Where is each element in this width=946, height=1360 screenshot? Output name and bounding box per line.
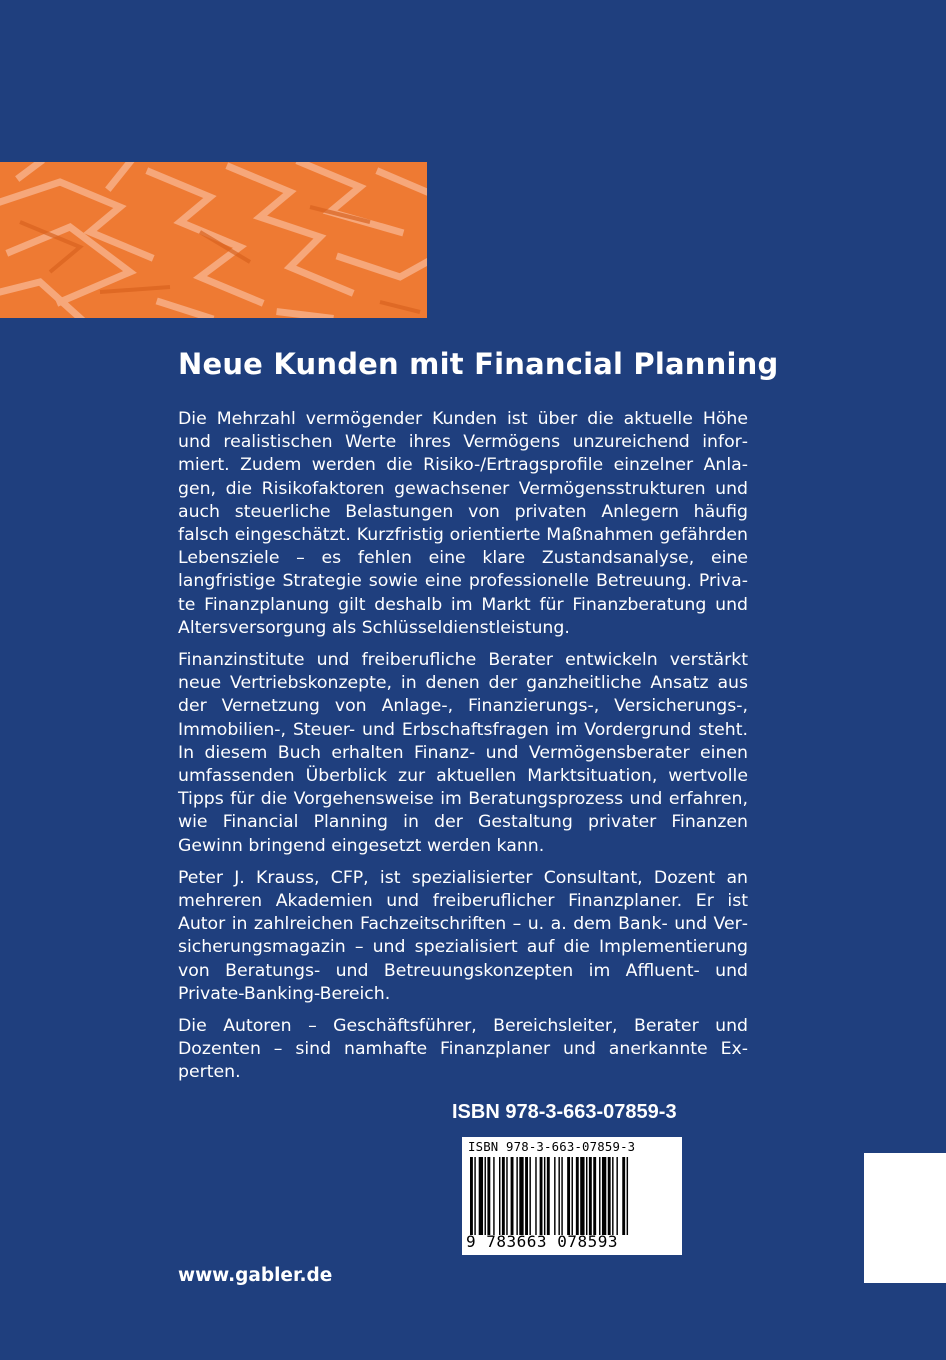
barcode-bar [622, 1157, 625, 1235]
barcode-bar [589, 1157, 592, 1235]
publisher-website: www.gabler.de [178, 1265, 333, 1286]
barcode-bar [499, 1157, 500, 1235]
book-title: Neue Kunden mit Financial Planning [178, 347, 779, 381]
barcode-bar [502, 1157, 505, 1235]
barcode-bar [474, 1157, 475, 1235]
barcode-bar [554, 1157, 555, 1235]
isbn-label: ISBN 978-3-663-07859-3 [452, 1101, 677, 1123]
barcode-bar [516, 1157, 517, 1235]
barcode-bar [593, 1157, 596, 1235]
author-paragraph: Peter J. Krauss, CFP, ist spezialisierter Consultant, Dozent an mehreren Akademien und freiberuflicher Finanzplaner. Er ist Autor in zahlreichen Fachzeitschriften – u. a. dem Bank- und Versicherungsmagazin – und spezialisiert auf die Implementierung von Beratungs- und Betreuungskonzepten im Affluent- und Private-Banking-Bereich. [178, 867, 748, 1004]
barcode-isbn-text: ISBN 978-3-663-07859-3 [468, 1140, 636, 1154]
barcode-bar [525, 1157, 528, 1235]
barcode-bar [580, 1157, 584, 1235]
barcode-bar [576, 1157, 579, 1235]
barcode-bar [616, 1157, 617, 1235]
barcode-bar [547, 1157, 550, 1235]
barcode-bar [485, 1157, 486, 1235]
barcode-bar [627, 1157, 628, 1235]
barcode [462, 1137, 682, 1255]
white-label-area [864, 1153, 946, 1283]
blurb-paragraph: Finanzinstitute und freiberufliche Berater entwickeln verstärkt neue Vertriebskonzepte, in denen der ganzheitliche Ansatz aus der Vernetzung von Anlage-, Finanzierungs-, Versicherungs-, Immobilien-, Steuer- und Erbschaftsfragen im Vordergrund steht. In diesem Buch erhalten Finanz- und Vermögensberater einen umfassenden Überblick zur aktuellen Marktsituation, wertvolle Tipps für die Vorgehensweise im Beratungsprozess und erfahren, wie Financial Planning in der Gestaltung privater Finanzen Gewinn bringend eingesetzt werden kann. [178, 650, 748, 856]
barcode-bar [558, 1157, 559, 1235]
blurb [178, 408, 748, 1094]
barcode-bar [535, 1157, 536, 1235]
barcode-bar [561, 1157, 562, 1235]
barcode-bar [529, 1157, 530, 1235]
barcode-bar [599, 1157, 600, 1235]
blurb-paragraph: Die Mehrzahl vermögender Kunden ist über die aktuelle Höhe und realistischen Werte ihres Vermögens unzureichend informiert. Zudem werden die Risiko-/Ertragsprofile einzelner Anlagen, die Risikofaktoren gewachsener Vermögensstrukturen und auch steuerliche Belastungen von privaten Anlegern häufig falsch eingeschätzt. Kurzfristig orientierte Maßnahmen gefährden Lebensziele – es fehlen eine klare Zustandsanalyse, eine langfristige Strategie sowie eine professionelle Betreuung. Private Finanzplanung gilt deshalb im Markt für Finanzberatung und Altersversorgung als Schlüsseldienstleistung. [178, 409, 748, 638]
barcode-bar [586, 1157, 587, 1235]
barcode-bar [519, 1157, 523, 1235]
barcode-bar [612, 1157, 613, 1235]
barcode-bar [506, 1157, 507, 1235]
barcode-bars [470, 1157, 674, 1235]
barcode-bar [567, 1157, 570, 1235]
barcode-digits: 9 783663 078593 [466, 1232, 618, 1251]
barcode-bar [544, 1157, 545, 1235]
barcode-bar [470, 1157, 473, 1235]
authors-paragraph: Die Autoren – Geschäftsführer, Bereichsleiter, Berater und Dozenten – sind namhafte Finanzplaner und anerkannte Experten. [178, 1016, 748, 1083]
barcode-bar [493, 1157, 494, 1235]
barcode-bar [487, 1157, 490, 1235]
barcode-bar [572, 1157, 573, 1235]
barcode-bar [511, 1157, 514, 1235]
barcode-bar [602, 1157, 606, 1235]
barcode-bar [479, 1157, 483, 1235]
barcode-bar [608, 1157, 611, 1235]
barcode-bar [540, 1157, 543, 1235]
maze-cover-image [0, 162, 427, 318]
